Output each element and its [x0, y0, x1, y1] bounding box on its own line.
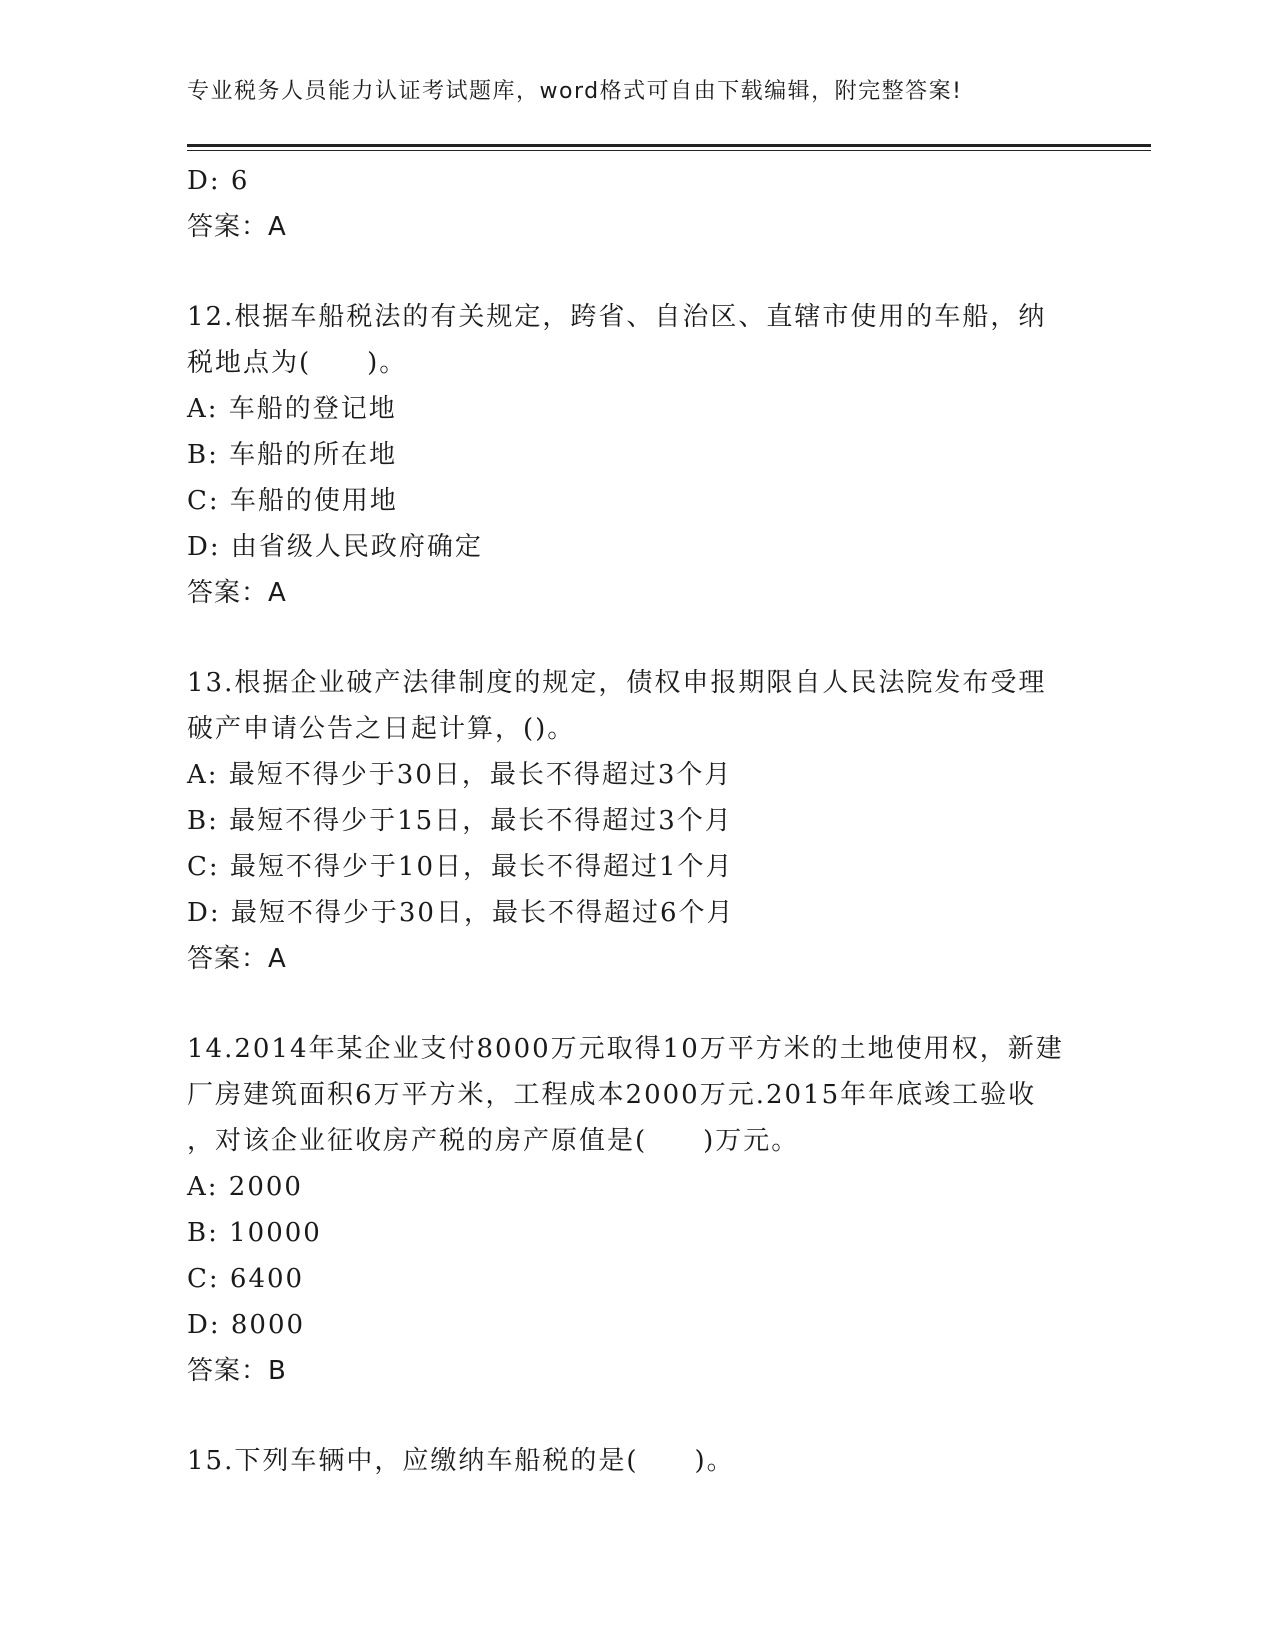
document-body — [187, 158, 1087, 1484]
option-c: C: 车船的使用地 — [187, 486, 398, 516]
question-stem: 税地点为( )。 — [187, 348, 408, 378]
option-c: C: 最短不得少于10日，最长不得超过1个月 — [187, 852, 734, 882]
question-stem: 14.2014年某企业支付8000万元取得10万平方米的土地使用权，新建 — [187, 1034, 1064, 1064]
option-d: D: 8000 — [187, 1310, 306, 1340]
option-a: A: 车船的登记地 — [187, 394, 397, 424]
option-d: D: 最短不得少于30日，最长不得超过6个月 — [187, 898, 735, 928]
option-b: B: 10000 — [187, 1218, 322, 1248]
answer: 答案：A — [187, 578, 287, 608]
option-d: D: 6 — [187, 166, 250, 196]
option-a: A: 最短不得少于30日，最长不得超过3个月 — [187, 760, 733, 790]
header-rule-thin — [187, 150, 1151, 151]
question-stem: ，对该企业征收房产税的房产原值是( )万元。 — [187, 1126, 800, 1156]
option-a: A: 2000 — [187, 1172, 303, 1202]
page-header: 专业税务人员能力认证考试题库，word格式可自由下载编辑，附完整答案! — [187, 79, 963, 104]
option-d: D: 由省级人民政府确定 — [187, 532, 483, 562]
option-c: C: 6400 — [187, 1264, 305, 1294]
question-stem: 厂房建筑面积6万平方米，工程成本2000万元.2015年年底竣工验收 — [187, 1080, 1037, 1110]
question-15 — [187, 1438, 1087, 1484]
option-b: B: 车船的所在地 — [187, 440, 398, 470]
answer: 答案：A — [187, 944, 287, 974]
question-stem: 12.根据车船税法的有关规定，跨省、自治区、直辖市使用的车船，纳 — [187, 302, 1047, 332]
answer: 答案：B — [187, 1356, 287, 1386]
question-stem: 破产申请公告之日起计算，()。 — [187, 714, 576, 744]
answer: 答案：A — [187, 212, 287, 242]
option-b: B: 最短不得少于15日，最长不得超过3个月 — [187, 806, 733, 836]
question-stem: 13.根据企业破产法律制度的规定，债权申报期限自人民法院发布受理 — [187, 668, 1047, 698]
question-14 — [187, 1026, 1087, 1394]
question-12 — [187, 294, 1087, 616]
header-rule-thick — [187, 144, 1151, 147]
question-13 — [187, 660, 1087, 982]
question-stem: 15.下列车辆中，应缴纳车船税的是( )。 — [187, 1446, 735, 1476]
